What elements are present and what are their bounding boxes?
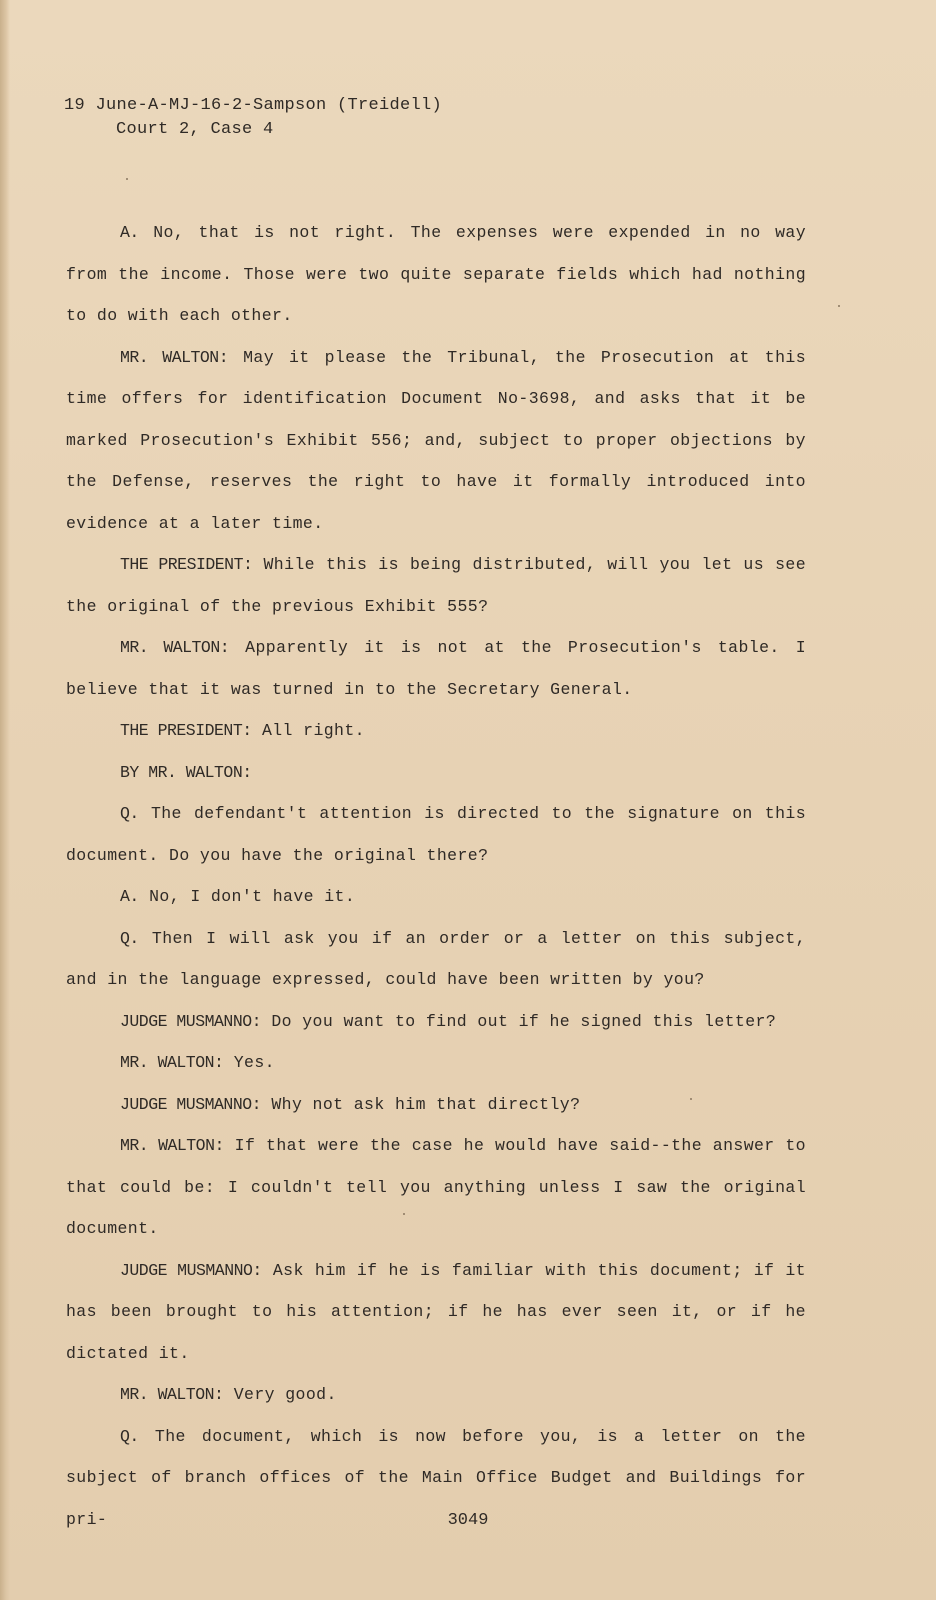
- paragraph-text: Yes.: [233, 1053, 275, 1072]
- speaker-label: MR. WALTON:: [120, 1136, 224, 1155]
- paragraph-text: Very good.: [233, 1385, 337, 1404]
- paragraph-text: No, I don't have it.: [149, 887, 356, 906]
- paragraph-text: No, that is not right. The expenses were expended in no way from the income. Those were two quite separate fields which had nothing to do with each other.: [66, 223, 807, 325]
- paper-speck: [403, 1213, 405, 1215]
- paragraph-text: All right.: [261, 721, 365, 740]
- paragraph-text: The defendant't attention is directed to the signature on this document. Do you have the original there?: [66, 804, 806, 865]
- paper-speck: [126, 178, 128, 180]
- paragraph-text: Ask him if he is familiar with this document; if it has been brought to his attention; if he has ever seen it, or if he dictated it.: [66, 1260, 806, 1363]
- header-reference-line: 19 June-A-MJ-16-2-Sampson (Treidell): [64, 96, 443, 115]
- speaker-label: MR. WALTON:: [120, 638, 230, 657]
- transcript-paragraph: [66, 627, 806, 710]
- transcript-body: [66, 212, 806, 1540]
- transcript-paragraph: [66, 337, 806, 545]
- speaker-label: JUDGE MUSMANNO:: [120, 1094, 262, 1114]
- speaker-label: THE PRESIDENT:: [120, 721, 252, 740]
- speaker-label: JUDGE MUSMANNO:: [120, 1011, 262, 1031]
- transcript-paragraph: [66, 1250, 806, 1375]
- transcript-paragraph: [66, 1042, 806, 1084]
- paragraph-text: Apparently it is not at the Prosecution's table. I believe that it was turned in to the Secretary General.: [66, 638, 806, 699]
- header-court-line: Court 2, Case 4: [116, 120, 274, 139]
- speaker-label: MR. WALTON:: [120, 1385, 224, 1404]
- speaker-label: Q.: [120, 1426, 139, 1446]
- page-number: 3049: [447, 1511, 489, 1530]
- document-header: [64, 94, 442, 142]
- transcript-paragraph: [66, 1084, 806, 1126]
- transcript-paragraph: [66, 918, 806, 1001]
- paper-speck: [690, 1098, 692, 1100]
- transcript-paragraph: [66, 710, 806, 752]
- paragraph-text: Then I will ask you if an order or a letter on this subject, and in the language expressed, could have been written by you?: [66, 928, 806, 989]
- paragraph-text: The document, which is now before you, is a letter on the subject of branch offices of the Main Office Budget and Buildings for pri-: [66, 1426, 806, 1529]
- speaker-label: JUDGE MUSMANNO:: [120, 1260, 262, 1280]
- speaker-label: MR. WALTON:: [120, 347, 229, 367]
- paragraph-text: Why not ask him that directly?: [271, 1094, 581, 1114]
- transcript-paragraph: [66, 1374, 806, 1416]
- paragraph-text: May it please the Tribunal, the Prosecution at this time offers for identification Document No-3698, and asks that it be marked Prosecution's Exhibit 556; and, subject to proper objections by the Defense, reserves the right to have it formally introduced into evidence at a later time.: [66, 347, 806, 533]
- speaker-label: Q.: [120, 804, 139, 823]
- paper-speck: [838, 305, 840, 307]
- speaker-label: Q.: [120, 928, 139, 948]
- transcript-paragraph: [66, 752, 806, 794]
- speaker-label: BY MR. WALTON:: [120, 762, 252, 782]
- paragraph-text: While this is being distributed, will you let us see the original of the previous Exhibit 555?: [66, 555, 807, 616]
- paragraph-text: Do you want to find out if he signed this letter?: [271, 1011, 777, 1031]
- page-edge-shadow: [0, 0, 10, 1600]
- speaker-label: A.: [120, 223, 139, 242]
- speaker-label: A.: [120, 887, 139, 906]
- speaker-label: MR. WALTON:: [120, 1053, 224, 1072]
- transcript-paragraph: [66, 793, 806, 876]
- transcript-paragraph: [66, 544, 806, 627]
- transcript-paragraph: [66, 1125, 806, 1250]
- speaker-label: THE PRESIDENT:: [120, 555, 253, 574]
- paragraph-text: If that were the case he would have said--the answer to that could be: I couldn't tell you anything unless I saw the original document.: [66, 1136, 806, 1238]
- transcript-paragraph: [66, 212, 806, 337]
- transcript-paragraph: [66, 1001, 806, 1043]
- transcript-paragraph: [66, 876, 806, 918]
